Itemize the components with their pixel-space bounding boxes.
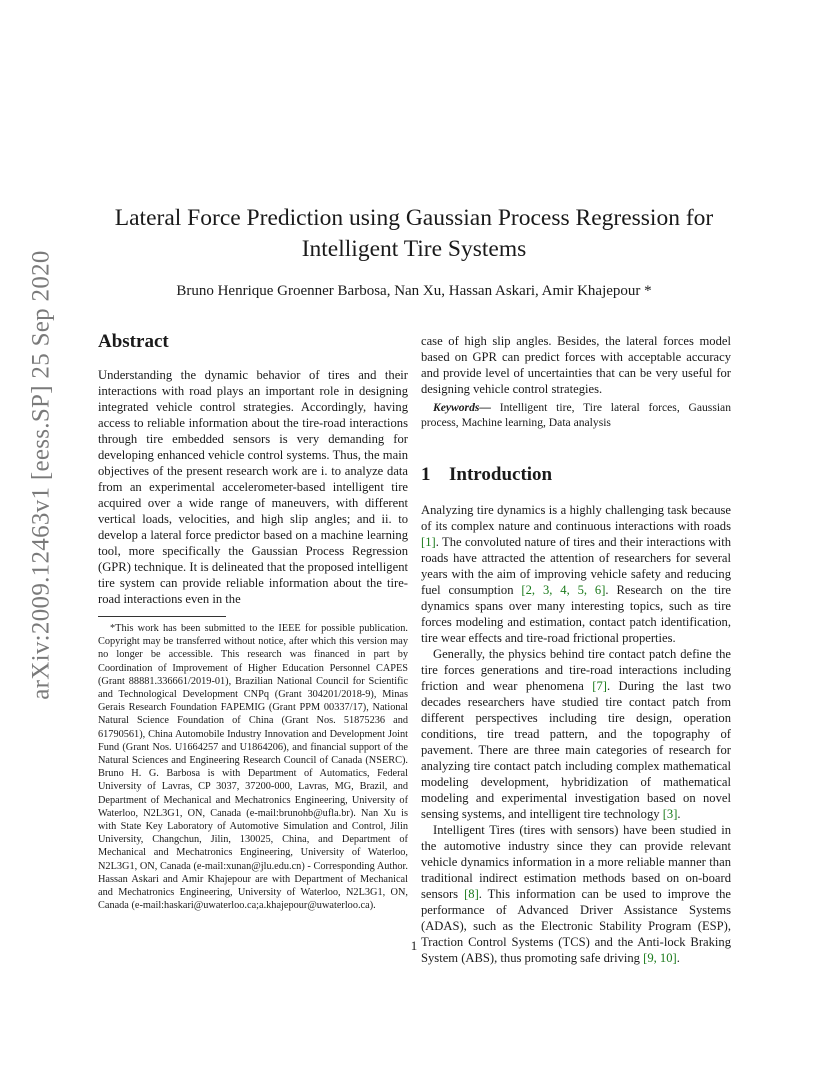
text-run: Generally, the physics behind tire contact patch define the tire forces generations and tire-road interactions including friction and wear phenomena xyxy=(421,647,731,693)
text-run: . Research on the tire dynamics spans over many interesting topics, such as tire forces modeling and estimation, contact patch identification, tire wear effects and tire-road frictional properties. xyxy=(421,583,732,645)
citation-link[interactable]: [7] xyxy=(592,679,607,693)
text-run: . The convoluted nature of tires and their interactions with roads have attracted the attention of researchers for several years with the aim of improving vehicle safety and reducing fuel consumption xyxy=(421,535,731,597)
title-line-1: Lateral Force Prediction using Gaussian Process Regression for xyxy=(114,205,714,231)
citation-link[interactable]: [9, 10] xyxy=(643,951,677,965)
footnote-divider xyxy=(98,616,226,617)
footnote: *This work has been submitted to the IEEE for possible publication. Copyright may be transferred without notice, after which this version may no longer be accessible. This research was financed in part by Coordination of Improvement of Higher Education Personnel CAPES (Grant 88881.336661/2019-01), Brazilian National Council for Scientific and Technological Development CNPq (Grant 304201/2018-9), Minas Gerais Research Foundation FAPEMIG (Grant PPM 00337/17), National Natural Science Foundation of China (Grant Nos. 51875236 and 61790561), China Automobile Industry Innovation and Development Joint Fund (Grant Nos. U1664257 and U1864206), and financial support of the Natural Sciences and Engineering Research Council of Canada (NSERC). Bruno H. G. Barbosa is with Department of Automatics, Federal University of Lavras, CP 3037, 37200-000, Lavras, MG, Brazil, and Department of Mechanical and Mechatronics Engineering, University of Waterloo, N2L3G1, ON, Canada (e-mail:brunohb@ufla.br). Nan Xu is with State Key Laboratory of Automotive Simulation and Control, Jilin University, Changchun, Jilin, 130025, China, and Department of Mechanical and Mechatronics Engineering, University of Waterloo, N2L3G1, ON, Canada (e-mail:xunan@jlu.edu.cn) - Corresponding Author. Hassan Askari and Amir Khajepour are with Department of Mechanical and Mechatronics Engineering, University of Waterloo, N2L3G1, ON, Canada (e-mail:haskari@uwaterloo.ca;a.khajepour@uwaterloo.ca). xyxy=(98,623,408,912)
abstract-text-left: Understanding the dynamic behavior of tires and their interactions with road plays an important role in designing integrated vehicle control strategies. Accordingly, having access to reliable information about the tire-road interactions through tire embedded sensors is very demanding for developing enhanced vehicle control systems. Thus, the main objectives of the present research work are i. to analyze data from an experimental accelerometer-based intelligent tire acquired over a wide range of maneuvers, with different vertical loads, velocities, and high slip angles; and ii. to develop a lateral force predictor based on a machine learning tool, more specifically the Gaussian Process Regression (GPR) technique. It is delineated that the proposed intelligent tire system can provide reliable information about the tire-road interactions even in the xyxy=(98,368,408,606)
text-run: . xyxy=(676,951,680,965)
left-column xyxy=(98,330,408,607)
citation-link[interactable]: [8] xyxy=(464,887,479,901)
intro-paragraph-1 xyxy=(421,502,731,646)
abstract-text-right: case of high slip angles. Besides, the lateral forces model based on GPR can predict forces with acceptable accuracy and provide level of uncertainties that can be very useful for designing vehicle control strategies. xyxy=(421,334,731,396)
text-run: . xyxy=(677,807,681,821)
intro-paragraph-2 xyxy=(421,646,731,822)
page-number: 1 xyxy=(410,938,418,953)
title-line-2: Intelligent Tire Systems xyxy=(301,236,527,262)
section-heading-introduction xyxy=(421,463,731,487)
arxiv-identifier xyxy=(12,235,72,715)
abstract-heading: Abstract xyxy=(98,331,169,352)
author-list: Bruno Henrique Groenner Barbosa, Nan Xu, Hassan Askari, Amir Khajepour * xyxy=(176,283,652,299)
text-run: . During the last two decades researchers have studied tire contact patch from different perspectives including tire design, operation conditions, tire tread pattern, and the topography of pavement. There are three main categories of research for analyzing tire contact patch including complex mathematical modeling development, hybridization of mathematical modeling and experimental investigation based on novel sensing systems, and intelligent tire technology xyxy=(421,679,731,821)
keywords-label: Keywords— xyxy=(433,401,491,414)
text-run: . This information can be used to improve the performance of Advanced Driver Assistance Systems (ADAS), such as the Electronic Stability Program (ESP), Traction Control Systems (TCS) and the Anti-lock Braking System (ABS), thus promoting safe driving xyxy=(421,887,731,965)
citation-link[interactable]: [1] xyxy=(421,535,436,549)
text-run: Intelligent Tires (tires with sensors) have been studied in the automotive industry since they can provide relevant vehicle dynamics information in a more reliable manner than traditional indirect estimation methods based on on-board sensors xyxy=(421,823,731,901)
citation-link[interactable]: [3] xyxy=(662,807,678,821)
section-number: 1 xyxy=(421,464,431,485)
introduction-body xyxy=(421,502,731,966)
keywords-text: Intelligent tire, Tire lateral forces, Gaussian process, Machine learning, Data analysis xyxy=(421,401,731,429)
paper-title xyxy=(98,203,730,265)
citation-link[interactable]: [2, 3, 4, 5, 6] xyxy=(521,583,606,597)
keywords xyxy=(421,400,731,430)
right-column xyxy=(421,333,731,966)
text-run: Analyzing tire dynamics is a highly challenging task because of its complex nature and continuous interactions with roads xyxy=(421,503,731,533)
section-title: Introduction xyxy=(449,464,553,485)
arxiv-identifier-text: arXiv:2009.12463v1 [eess.SP] 25 Sep 2020 xyxy=(28,250,56,700)
